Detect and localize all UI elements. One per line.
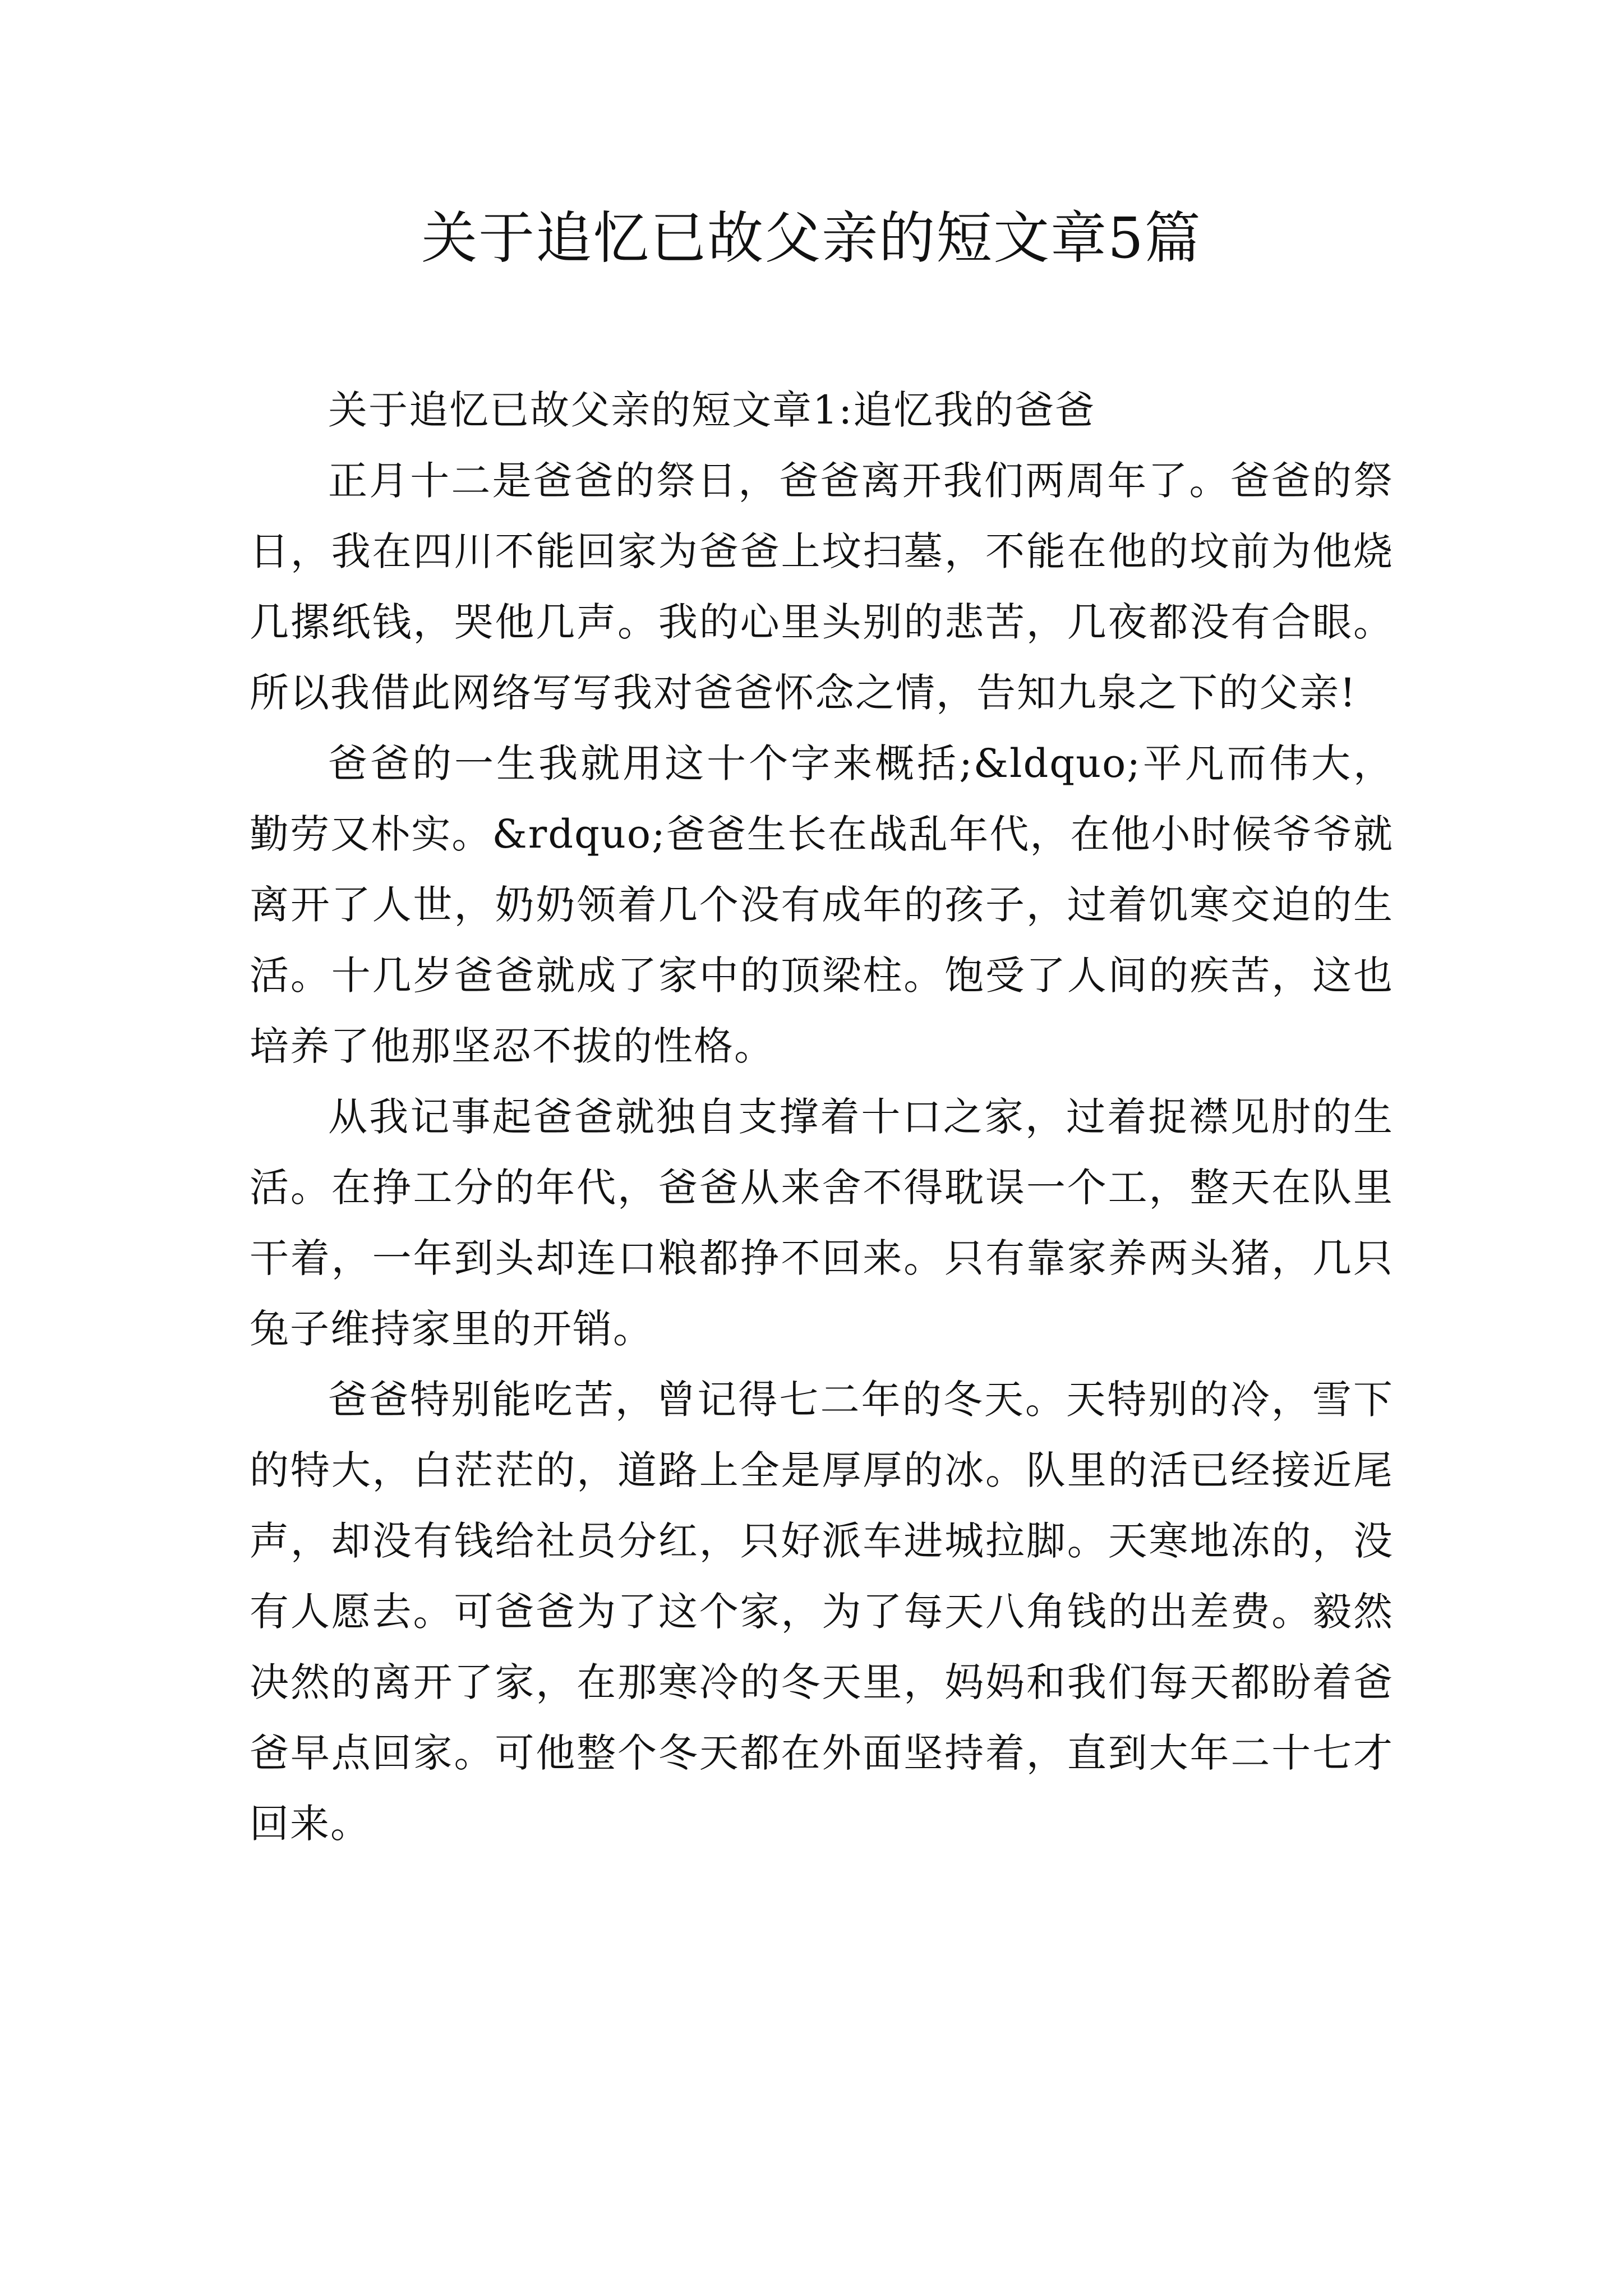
- paragraph: 爸爸特别能吃苦，曾记得七二年的冬天。天特别的冷，雪下的特大，白茫茫的，道路上全是厚厚的冰。队里的活已经接近尾声，却没有钱给社员分红，只好派车进城拉脚。天寒地冻的，没有人愿去。可爸爸为了这个家，为了每天八角钱的出差费。毅然决然的离开了家，在那寒冷的冬天里，妈妈和我们每天都盼着爸爸早点回家。可他整个冬天都在外面坚持着，直到大年二十七才回来。: [250, 1377, 1394, 1847]
- paragraph: 爸爸的一生我就用这十个字来概括;&ldquo;平凡而伟大，勤劳又朴实。&rdquo;爸爸生长在战乱年代，在他小时候爷爷就离开了人世，奶奶领着几个没有成年的孩子，过着饥寒交迫的生活。十几岁爸爸就成了家中的顶梁柱。饱受了人间的疾苦，这也培养了他那坚忍不拔的性格。: [250, 740, 1394, 1069]
- document-body: [250, 375, 1394, 1859]
- paragraph-subtitle: 关于追忆已故父亲的短文章1:追忆我的爸爸: [328, 387, 1096, 433]
- document-title: 关于追忆已故父亲的短文章5篇: [421, 205, 1202, 271]
- paragraph: 正月十二是爸爸的祭日，爸爸离开我们两周年了。爸爸的祭日，我在四川不能回家为爸爸上坟扫墓，不能在他的坟前为他烧几摞纸钱，哭他几声。我的心里头别的悲苦，几夜都没有合眼。所以我借此网络写写我对爸爸怀念之情，告知九泉之下的父亲!: [250, 458, 1394, 716]
- paragraph: 从我记事起爸爸就独自支撑着十口之家，过着捉襟见肘的生活。在挣工分的年代，爸爸从来舍不得耽误一个工，整天在队里干着，一年到头却连口粮都挣不回来。只有靠家养两头猪，几只兔子维持家里的开销。: [250, 1094, 1394, 1352]
